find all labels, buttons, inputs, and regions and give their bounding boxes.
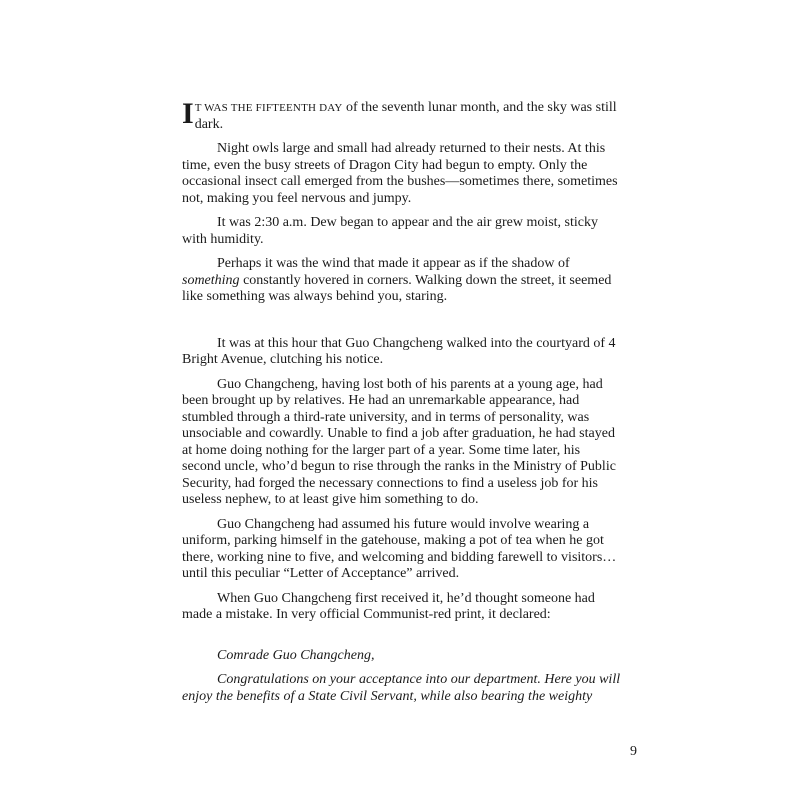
paragraph-night-owls: Night owls large and small had already returned to their nests. At this time, even the busy streets of Dragon City had begun to empty. Only the occasional insect call emerged from the bushes—sometimes there, sometimes not, making you feel nervous and jumpy. [182, 141, 618, 206]
paragraph-perhaps [182, 256, 622, 306]
paragraph-two-thirty: It was 2:30 a.m. Dew began to appear and the air grew moist, sticky with humidity. [182, 215, 599, 247]
perhaps-italic: something [182, 272, 240, 288]
letter-break [182, 632, 622, 648]
paragraph-background: Guo Changcheng, having lost both of his parents at a young age, had been brought up by relatives. He had an unremarkable appearance, had stumbled through a third-rate university, and in terms of personality, was unsociable and cowardly. Unable to find a job after graduation, he had stayed at home doing nothing for the larger part of a year. Some time later, his second uncle, who’d begun to rise through the ranks in the Ministry of Public Security, had forged the necessary connections to find a useless job for his useless nephew, to at least give him something to do. [182, 376, 616, 507]
letter-salutation: Comrade Guo Changcheng, [217, 647, 375, 663]
letter-body: Congratulations on your acceptance into our department. Here you will enjoy the benefits of a State Civil Servant, while also bearing the weighty [182, 672, 621, 704]
page-number: 9 [630, 744, 637, 759]
opening-paragraph [182, 97, 622, 133]
opening-smallcaps: T WAS THE FIFTEENTH DAY [194, 102, 343, 114]
drop-cap: I [182, 97, 194, 130]
section-break [182, 314, 622, 336]
opening-rest: of the seventh lunar month, and the sky was still dark. [194, 100, 617, 132]
paragraph-received: When Guo Changcheng first received it, he’d thought someone had made a mistake. In very official Communist-red print, it declared: [182, 590, 595, 622]
paragraph-courtyard: It was at this hour that Guo Changcheng walked into the courtyard of 4 Bright Avenue, clutching his notice. [182, 335, 616, 367]
paragraph-assumed-future: Guo Changcheng had assumed his future would involve wearing a uniform, parking himself in the gatehouse, making a pot of tea when he got there, working nine to five, and welcoming and bidding farewell to visitors… until this peculiar “Letter of Acceptance” arrived. [182, 516, 617, 581]
perhaps-before: Perhaps it was the wind that made it appear as if the shadow of [217, 256, 570, 271]
perhaps-after: constantly hovered in corners. Walking down the street, it seemed like something was always behind you, staring. [182, 272, 612, 304]
body-text [182, 97, 622, 713]
